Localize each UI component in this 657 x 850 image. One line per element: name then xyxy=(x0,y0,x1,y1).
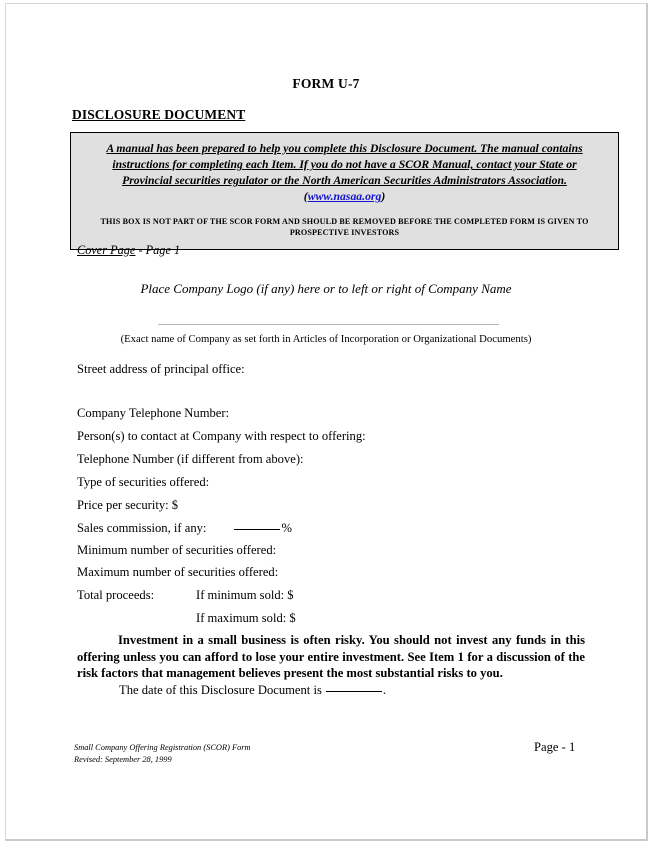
field-if-minimum-sold: If minimum sold: $ xyxy=(196,588,294,602)
notice-box xyxy=(70,132,619,250)
footer-form-name: Small Company Offering Registration (SCOR) Form xyxy=(74,743,251,752)
field-contact-person: Person(s) to contact at Company with respect to offering: xyxy=(77,429,366,443)
field-price-per-security: Price per security: $ xyxy=(77,498,179,512)
field-street-address: Street address of principal office: xyxy=(77,362,245,376)
notice-line-3: Provincial securities regulator or the North American Securities Administrators Association. xyxy=(122,174,567,188)
disclosure-date-line xyxy=(119,683,386,698)
paren-close: ) xyxy=(381,190,386,204)
field-sales-commission-label: Sales commission, if any: xyxy=(77,521,207,535)
field-sales-commission xyxy=(77,521,292,536)
nasaa-website-link[interactable]: www.nasaa.org xyxy=(307,190,382,204)
field-total-proceeds-label: Total proceeds: xyxy=(77,588,155,602)
company-name-rule xyxy=(158,324,499,325)
notice-line-1: A manual has been prepared to help you complete this Disclosure Document. The manual contains xyxy=(106,142,583,155)
percent-symbol: % xyxy=(281,521,292,535)
field-alt-telephone: Telephone Number (if different from above): xyxy=(77,452,304,466)
field-maximum-securities: Maximum number of securities offered: xyxy=(77,565,279,579)
cover-page-label-rest: - Page 1 xyxy=(135,243,181,257)
document-page xyxy=(5,3,648,841)
paren-open: ( xyxy=(303,190,308,204)
footer-revision-date: Revised: September 28, 1999 xyxy=(74,755,172,765)
field-company-telephone: Company Telephone Number: xyxy=(77,406,230,420)
risk-disclosure-paragraph: Investment in a small business is often risky. You should not invest any funds in this offering unless you can afford to lose your entire investment. See Item 1 for a discussion of the risk factors that management believes present the most substantial risks to you. xyxy=(77,633,585,681)
logo-placement-instruction: Place Company Logo (if any) here or to left or right of Company Name xyxy=(140,281,512,296)
company-name-caption: (Exact name of Company as set forth in Articles of Incorporation or Organizational Documents) xyxy=(120,333,532,345)
page-sheet xyxy=(6,4,646,839)
footer-page-number: Page - 1 xyxy=(534,740,576,754)
form-title: FORM U-7 xyxy=(292,76,360,91)
notice-box-text xyxy=(81,141,608,189)
sales-commission-blank[interactable] xyxy=(234,529,280,530)
cover-page-label xyxy=(77,243,180,258)
field-minimum-securities: Minimum number of securities offered: xyxy=(77,543,277,557)
section-title-disclosure-document: DISCLOSURE DOCUMENT xyxy=(72,107,246,122)
notice-link-line xyxy=(81,190,608,203)
field-if-maximum-sold: If maximum sold: $ xyxy=(196,611,296,625)
cover-page-label-underlined: Cover Page xyxy=(77,243,136,257)
field-type-of-securities: Type of securities offered: xyxy=(77,475,210,489)
notice-line-2: instructions for completing each Item. If you do not have a SCOR Manual, contact your State or xyxy=(112,158,577,172)
notice-disclaimer xyxy=(81,217,608,239)
notice-disclaimer-line-2: PROSPECTIVE INVESTORS xyxy=(289,228,400,238)
disclosure-date-prefix: The date of this Disclosure Document is xyxy=(119,683,322,697)
disclosure-date-suffix: . xyxy=(382,683,387,697)
notice-disclaimer-line-1: THIS BOX IS NOT PART OF THE SCOR FORM AND SHOULD BE REMOVED BEFORE THE COMPLETED FORM IS GIVEN TO xyxy=(100,217,589,227)
disclosure-date-blank[interactable] xyxy=(326,691,382,692)
footer-source-note xyxy=(74,742,251,766)
